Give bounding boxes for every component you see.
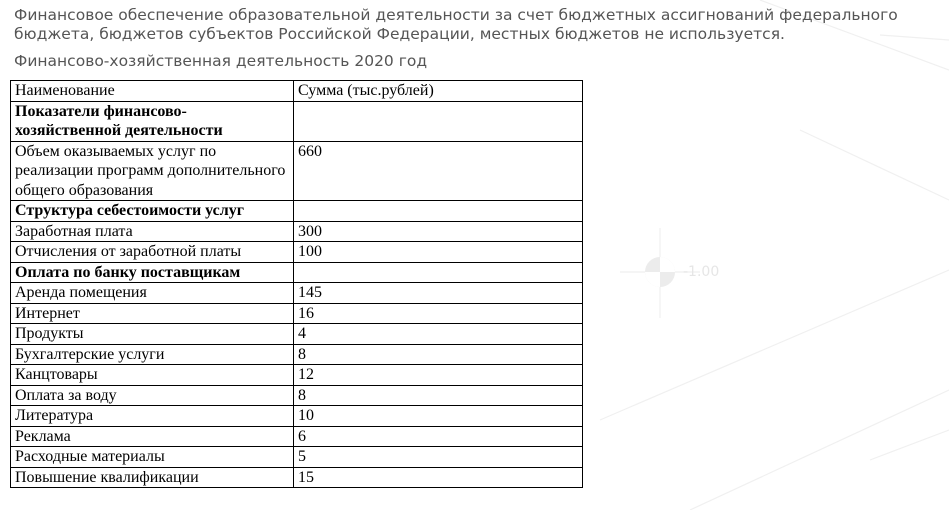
- table-section-row: [11, 101, 583, 141]
- table-row: [11, 303, 583, 324]
- row-name-cell: Структура себестоимости услуг: [11, 201, 294, 222]
- table-header-row: [11, 81, 583, 102]
- table-row: [11, 385, 583, 406]
- row-name-cell: Повышение квалификации: [11, 467, 294, 488]
- row-name-cell: Отчисления от заработной платы: [11, 242, 294, 263]
- row-name-cell: Аренда помещения: [11, 283, 294, 304]
- row-sum-cell: 145: [294, 283, 583, 304]
- intro-paragraph: [14, 6, 939, 44]
- intro-text: Финансовое обеспечение образовательной деятельности за счет бюджетных ассигнований федерального бюджета, бюджетов субъектов Российской Федерации, местных бюджетов не используется.: [14, 6, 898, 43]
- table-row: [11, 344, 583, 365]
- row-sum-cell: 15: [294, 467, 583, 488]
- row-sum-cell: 660: [294, 141, 583, 201]
- column-header-sum: Сумма (тыс.рублей): [294, 81, 583, 102]
- watermark-value: -1.00: [683, 264, 720, 280]
- table-row: [11, 447, 583, 468]
- row-sum-cell: [294, 201, 583, 222]
- section-subtitle: Финансово-хозяйственная деятельность 2020 год: [14, 52, 428, 70]
- row-sum-cell: 100: [294, 242, 583, 263]
- row-sum-cell: 16: [294, 303, 583, 324]
- row-name-cell: Оплата по банку поставщикам: [11, 262, 294, 283]
- column-header-name: Наименование: [11, 81, 294, 102]
- table-row: [11, 141, 583, 201]
- row-sum-cell: 4: [294, 324, 583, 345]
- row-name-cell: Расходные материалы: [11, 447, 294, 468]
- row-name-cell: Реклама: [11, 426, 294, 447]
- row-name-cell: Литература: [11, 406, 294, 427]
- row-name-cell: Объем оказываемых услуг по реализации программ дополнительного общего образования: [11, 141, 294, 201]
- table-row: [11, 242, 583, 263]
- finance-table: [10, 80, 583, 488]
- row-sum-cell: 6: [294, 426, 583, 447]
- row-sum-cell: 8: [294, 385, 583, 406]
- row-name-cell: Канцтовары: [11, 365, 294, 386]
- table-row: [11, 426, 583, 447]
- row-name-cell: Заработная плата: [11, 221, 294, 242]
- row-sum-cell: 10: [294, 406, 583, 427]
- row-sum-cell: 5: [294, 447, 583, 468]
- table-row: [11, 221, 583, 242]
- row-sum-cell: [294, 101, 583, 141]
- table-section-row: [11, 201, 583, 222]
- row-name-cell: Оплата за воду: [11, 385, 294, 406]
- table-row: [11, 467, 583, 488]
- table-row: [11, 324, 583, 345]
- table-row: [11, 283, 583, 304]
- row-sum-cell: [294, 262, 583, 283]
- table-row: [11, 406, 583, 427]
- row-name-cell: Показатели финансово-хозяйственной деятельности: [11, 101, 294, 141]
- row-sum-cell: 300: [294, 221, 583, 242]
- table-row: [11, 365, 583, 386]
- row-name-cell: Интернет: [11, 303, 294, 324]
- row-sum-cell: 8: [294, 344, 583, 365]
- table-section-row: [11, 262, 583, 283]
- row-name-cell: Бухгалтерские услуги: [11, 344, 294, 365]
- row-name-cell: Продукты: [11, 324, 294, 345]
- row-sum-cell: 12: [294, 365, 583, 386]
